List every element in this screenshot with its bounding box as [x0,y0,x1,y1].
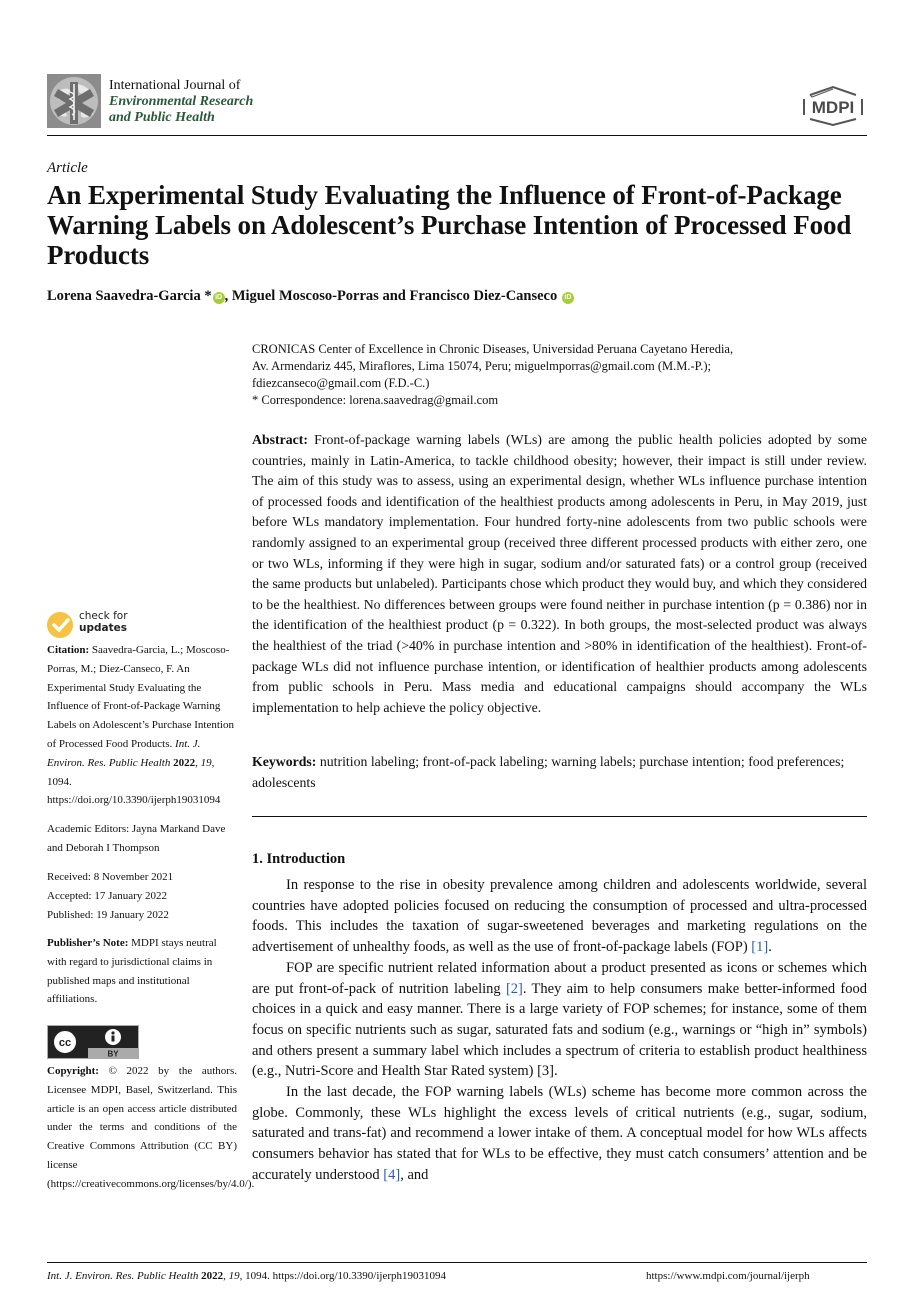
journal-name-line2: Environmental Research [109,94,254,109]
journal-name-line1: International Journal of [109,78,241,93]
publishers-note: Publisher’s Note: MDPI stays neutral with regard to jurisdictional claims in published maps and institutional affiliations. [47,937,217,1006]
reference-link[interactable]: [2] [505,980,523,997]
journal-logo [47,74,101,128]
article-title: An Experimental Study Evaluating the Influence of Front-of-Package Warning Labels on Adolescent’s Purchase Intention of Processed Food Products [47,180,852,270]
affiliation-line: fdiezcanseco@gmail.com (F.D.-C.) [252,376,430,390]
publication-dates [47,868,237,924]
mdpi-logo [800,85,866,127]
keywords-text: nutrition labeling; front-of-pack labeling; warning labels; purchase intention; food preferences; adolescents [252,754,845,790]
reference-link[interactable]: [1] [751,939,769,956]
citation-label: Citation: [47,644,90,656]
keywords-label: Keywords: [252,754,317,769]
affiliation-line: CRONICAS Center of Excellence in Chronic Diseases, Universidad Peruana Cayetano Heredia, [252,342,734,356]
section-heading-introduction: 1. Introduction [252,851,346,867]
section-divider [252,816,867,817]
globe-caduceus-icon [47,74,101,128]
keywords [252,752,867,793]
citation-block: Citation: Saavedra-Garcia, L.; Moscoso-Porras, M.; Diez-Canseco, F. An Experimental Study Evaluating the Influence of Front-of-Package Warning Labels on Adolescent’s Purchase Intention of Processed Food Products. Int. J. Environ. Res. Public Health 2022, 19, 1094. https://doi.org/10.3390/ijerph19031094 [47,644,234,807]
orcid-icon[interactable]: iD [562,292,574,304]
header-divider [47,135,867,136]
article-type: Article [47,160,88,176]
copyright-notice: Copyright: © 2022 by the authors. Licensee MDPI, Basel, Switzerland. This article is an open access article distributed under the terms and conditions of the Creative Commons Attribution (CC BY) license (https://creativecommons.org/licenses/by/4.0/). [47,1065,255,1190]
citation-doi-link[interactable]: , 1094. https://doi.org/10.3390/ijerph19031094 [47,756,221,807]
creative-commons-icon [48,1026,138,1058]
reference-link[interactable]: [4] [383,1166,401,1183]
academic-editors: Academic Editors: Jayna Markand Dave and Deborah I Thompson [47,823,226,854]
author-name[interactable]: Miguel Moscoso-Porras [231,288,379,304]
orcid-icon[interactable]: iD [213,292,225,304]
footer-journal-url[interactable]: https://www.mdpi.com/journal/ijerph [646,1270,810,1282]
correspondence: * Correspondence: lorena.saavedrag@gmail.com [252,393,499,407]
svg-text:MDPI: MDPI [811,98,855,117]
accepted-date: Accepted: 17 January 2022 [47,889,168,902]
check-for-updates-button[interactable]: check for updates [47,610,167,638]
journal-name-line3: and Public Health [109,110,215,125]
mdpi-hexagon-icon [800,85,866,127]
abstract-label: Abstract: [252,432,308,447]
check-updates-icon [47,612,73,638]
abstract [252,430,867,718]
paragraph: In response to the rise in obesity prevalence among children and adolescents worldwide, several countries have adopted policies focused on reducing the consumption of processed and ultra-processed foods. This includes the taxation of sugar-sweetened beverages and marketing regulations on the advertisement of unhealthy foods, as well as the use of front-of-package labels (FOP) [1]. [252,877,867,956]
journal-name [109,78,253,126]
affiliation-line: Av. Armendariz 445, Miraflores, Lima 15074, Peru; miguelmporras@gmail.com (M.M.-P.); [252,359,711,373]
footer-divider [47,1262,867,1263]
paragraph: In the last decade, the FOP warning labels (WLs) scheme has become more common across the globe. Commonly, these WLs highlight the excess levels of critical nutrients (e.g., sugar, sodium, saturated and trans-fat) and recommend a lower intake of them. A conceptual model for how WLs affects consumers behavior has stated that for WLs to be effective, they must catch consumers’ attention and be accurately understood [4], and [252,1084,867,1183]
footer-doi-link[interactable]: , 1094. https://doi.org/10.3390/ijerph19031094 [239,1270,447,1282]
svg-text:cc: cc [58,1037,72,1049]
footer-citation: Int. J. Environ. Res. Public Health 2022, 19, 1094. https://doi.org/10.3390/ijerph19031094 [47,1270,447,1282]
affiliation-block [252,341,872,409]
author-name[interactable]: Francisco Diez-Canseco [409,288,558,304]
abstract-text: Front-of-package warning labels (WLs) are among the public health policies adopted by some countries, mainly in Latin-America, to tackle childhood obesity; however, their impact is still under review. The aim of this study was to assess, using an experimental design, whether WLs influence purchase intention of processed foods and identification of the healthiest products among adolescents in Peru, in May 2019, just before WLs mandatory implementation. Four hundred forty-nine adolescents from two public schools were randomly assigned to an experimental group (received three different processed products with either zero, one or two WLs, informing if they were high in sugar, sodium and/or saturated fats) or a control group (received the same products but unlabeled). Participants chose which product they would buy, and which they considered to be the healthiest. No differences between groups were found neither in purchase intention (p = 0.386) nor in the identification of the healthiest product (p = 0.322). In both groups, the most-selected product was always the healthiest of the triad (>40% in purchase intention and >80% in identification of the healthiest). Front-of-package WLs did not influence purchase intention, or identification of healthier products among adolescents from public schools in Peru. Mass media and educational campaigns should accompany the WLs implementation to help achieve the policy objective. [252,432,868,715]
received-date: Received: 8 November 2021 [47,871,174,883]
corresponding-marker: * [200,288,212,304]
paragraph: FOP are specific nutrient related information about a product presented as icons or schemes which are put front-of-pack of nutrition labeling [2]. They aim to help consumers make better-informed food choices in a quick and easy manner. There is a large variety of FOP schemes; for instance, some of them focus on specific nutrients such as sugar, saturated fats and sodium (e.g., warnings or “high in” symbols) and others present a summary label which includes a spectrum of criteria to establish product healthiness (e.g., Nutri-Score and Health Star Rated system) [3]. [252,959,867,1080]
author-name[interactable]: Lorena Saavedra-Garcia [47,288,201,304]
svg-text:BY: BY [107,1049,119,1058]
author-list: Lorena Saavedra-Garcia * iD , Miguel Moscoso-Porras and Francisco Diez-Canseco iD [47,288,574,305]
introduction-body [252,875,867,1186]
cc-by-license-badge[interactable] [47,1025,139,1059]
published-date: Published: 19 January 2022 [47,908,169,921]
